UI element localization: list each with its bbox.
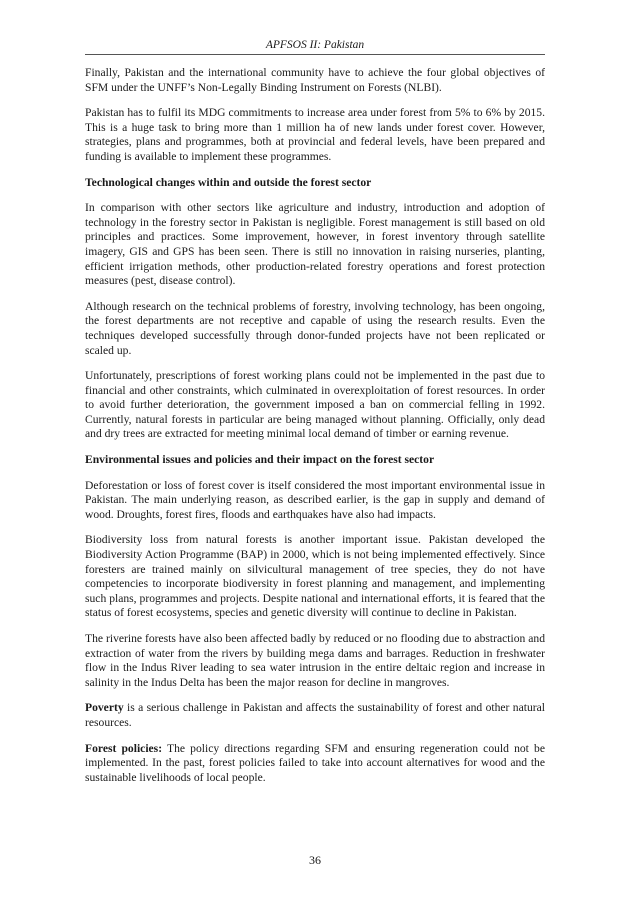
paragraph-forest-policies xyxy=(85,742,545,786)
paragraph-working-plans: Unfortunately, prescriptions of forest working plans could not be implemented in the past due to financial and other constraints, which culminated in overexploitation of forest resources. In order to avoid further deterioration, the government imposed a ban on commercial felling in 1992. Currently, natural forests in particular are being managed without planning. Officially, only dead and dry trees are extracted for meeting minimal local demand of timber or earning revenue. xyxy=(85,369,545,441)
paragraph-mdg: Pakistan has to fulfil its MDG commitments to increase area under forest from 5% to 6% by 2015. This is a huge task to bring more than 1 million ha of new lands under forest cover. However, strategies, plans and programmes, both at provincial and federal levels, have been prepared and funding is available to implement these programmes. xyxy=(85,106,545,163)
paragraph-biodiversity: Biodiversity loss from natural forests is another important issue. Pakistan developed the Biodiversity Action Programme (BAP) in 2000, which is not being implemented effectively. Since foresters are trained mainly on silvicultural management of tree species, they do not have competencies to incorporate biodiversity in forest planning and management, and implementing such plans, programmes and projects. Despite national and international efforts, it is feared that the status of forest ecosystems, species and genetic diversity will continue to decline in Pakistan. xyxy=(85,533,545,620)
poverty-term: Poverty xyxy=(85,701,124,715)
poverty-text: is a serious challenge in Pakistan and affects the sustainability of forest and other natural resources. xyxy=(85,701,545,729)
header-rule xyxy=(85,54,545,55)
page-number: 36 xyxy=(309,853,321,867)
paragraph-technology-adoption: In comparison with other sectors like agriculture and industry, introduction and adoption of technology in the forestry sector in Pakistan is negligible. Forest management is still based on old principles and practices. Some improvement, however, in forest inventory through satellite imagery, GIS and GPS has been seen. There is still no innovation in raising nurseries, planting, efficient irrigation methods, other production-related forestry operations and forest protection measures (pest, disease control). xyxy=(85,201,545,288)
running-header: APFSOS II: Pakistan xyxy=(265,39,365,51)
forest-policies-text: The policy directions regarding SFM and ensuring regeneration could not be implemented. In the past, forest policies failed to take into account alternatives for wood and the sustainable livelihoods of local people. xyxy=(85,741,545,784)
paragraph-riverine: The riverine forests have also been affected badly by reduced or no flooding due to abstraction and extraction of water from the rivers by building mega dams and barrages. Reduction in freshwater flow in the Indus River leading to sea water intrusion in the entire deltaic region and increase in salinity in the Indus Delta has been the major reason for decline in mangroves. xyxy=(85,632,545,689)
paragraph-poverty xyxy=(85,701,545,730)
page-body xyxy=(85,66,545,796)
section-heading-environmental: Environmental issues and policies and their impact on the forest sector xyxy=(85,453,435,467)
paragraph-deforestation: Deforestation or loss of forest cover is itself considered the most important environmental issue in Pakistan. The main underlying reason, as described earlier, is the gap in supply and demand of wood. Droughts, forest fires, floods and earthquakes have also had impacts. xyxy=(85,478,545,521)
paragraph-nlbi: Finally, Pakistan and the international community have to achieve the four global objectives of SFM under the UNFF’s Non-Legally Binding Instrument on Forests (NLBI). xyxy=(85,66,545,94)
forest-policies-term: Forest policies: xyxy=(85,741,163,755)
paragraph-research: Although research on the technical problems of forestry, involving technology, has been ongoing, the forest departments are not receptive and capable of using the research results. Even the techniques developed successfully through donor-funded projects have not been replicated or scaled up. xyxy=(85,299,545,357)
section-heading-technological: Technological changes within and outside the forest sector xyxy=(85,175,372,189)
